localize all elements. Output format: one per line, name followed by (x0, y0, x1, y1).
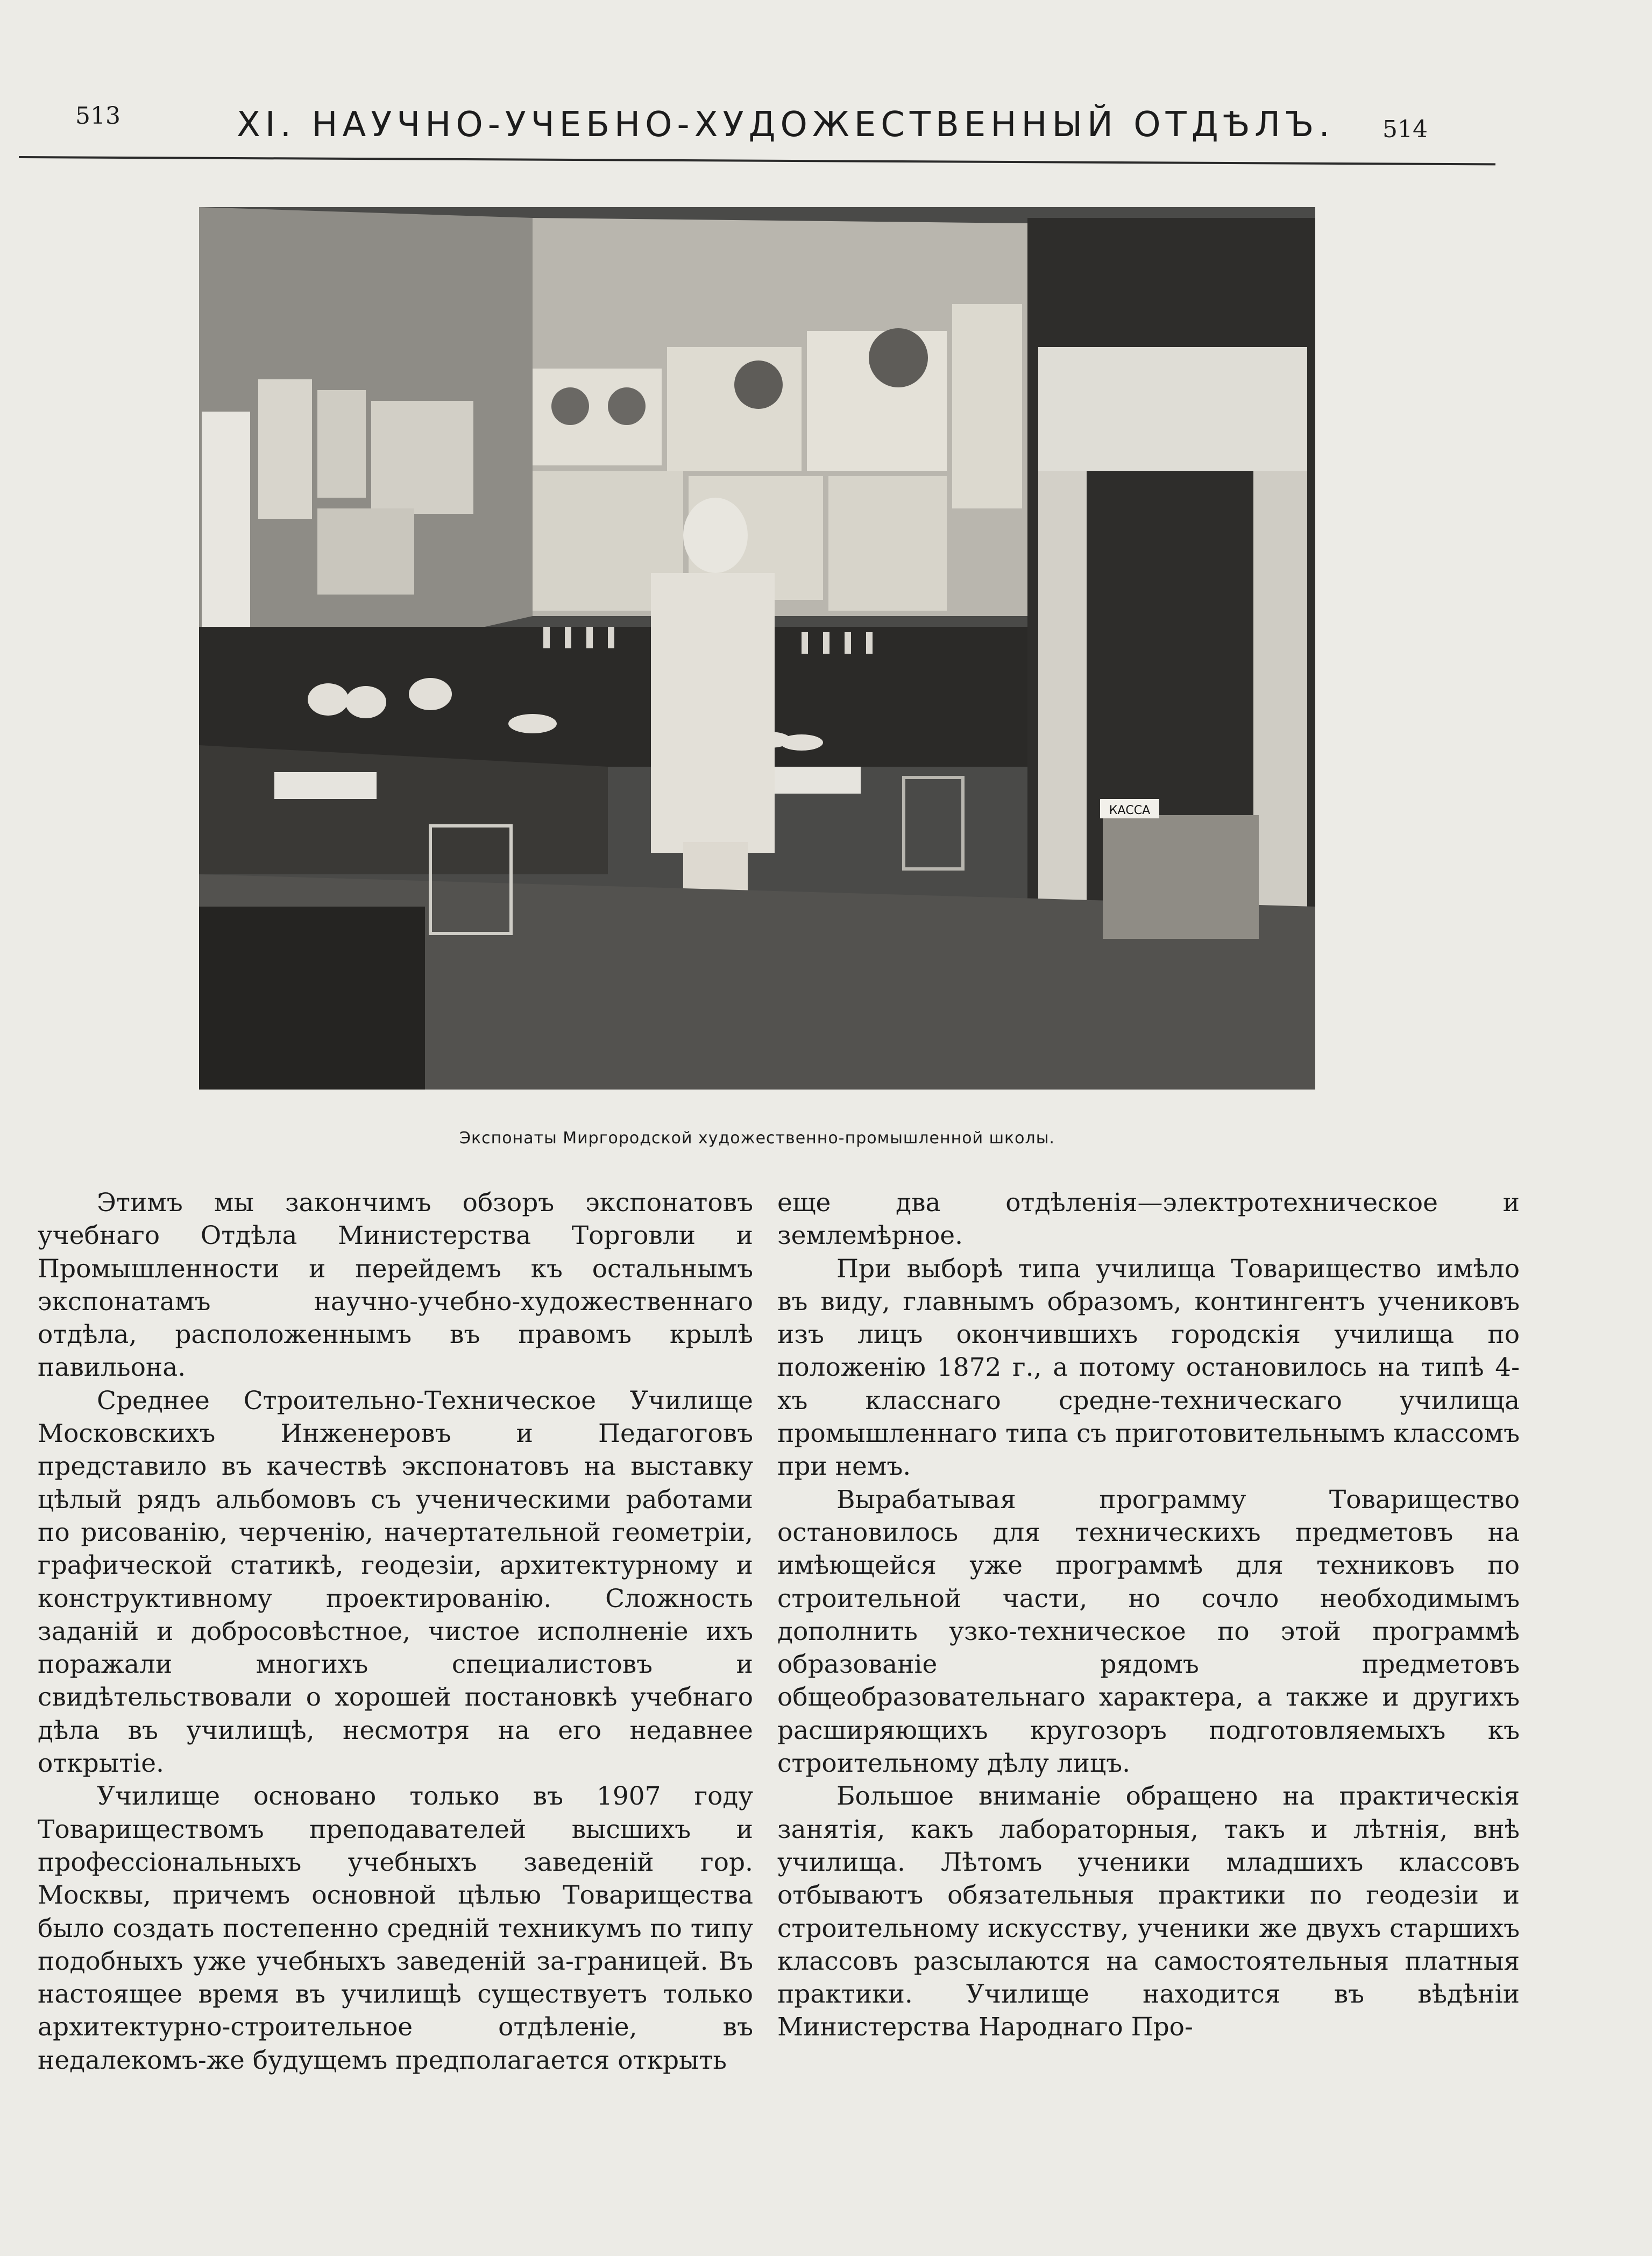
header-rule (19, 156, 1495, 165)
paragraph: Среднее Строительно-Техническое Училище Московскихъ Инженеровъ и Педагоговъ представило въ качествѣ экспонатовъ на выставку цѣлый рядъ альбомовъ съ ученическими работами по рисованію, черченію, начертательной геометріи, графической статикѣ, геодезіи, архитектурному и конструктивному проектированію. Сложность заданій и добросовѣстное, чистое исполненіе ихъ поражали многихъ специалистовъ и свидѣтельствовали о хорошей постановкѣ учебнаго дѣла въ училищѣ, несмотря на его недавнее открытіе. (38, 1385, 753, 1779)
exhibition-photograph (199, 207, 1315, 1090)
paragraph: Большое вниманіе обращено на практическія занятія, какъ лабораторныя, такъ и лѣтнія, внѣ училища. Лѣтомъ ученики младшихъ классовъ отбываютъ обязательныя практики по геодезіи и строительному искусству, ученики же двухъ старшихъ классовъ разсылаются на самостоятельныя платныя практики. Училище находится въ вѣдѣніи Министерства Народнаго Про- (777, 1781, 1520, 2042)
figure-caption: Экспонаты Миргородской художественно-промышленной школы. (459, 1129, 1055, 1148)
page-number-right: 514 (1382, 116, 1428, 143)
running-title: XI. НАУЧНО-УЧЕБНО-ХУДОЖЕСТВЕННЫЙ ОТДѢЛЪ. (237, 105, 1335, 145)
cashier-sign: КАССА (1109, 804, 1151, 817)
paragraph: Вырабатывая программу Товарищество остановилось для техническихъ предметовъ на имѣющейся уже программѣ для техниковъ по строительной части, но сочло необходимымъ дополнить узко-техническое по этой программѣ образованіе рядомъ предметовъ общеобразовательнаго характера, а также и другихъ расширяющихъ кругозоръ подготовляемыхъ къ строительному дѣлу лицъ. (777, 1484, 1520, 1779)
paragraph: Училище основано только въ 1907 году Товариществомъ преподавателей высшихъ и профессіональныхъ учебныхъ заведеній гор. Москвы, причемъ основной цѣлью Товарищества было создать постепенно средній техникумъ по типу подобныхъ уже учебныхъ заведеній за-границей. Въ настоящее время въ училищѣ существуетъ только архитектурно-строительное отдѣленіе, въ недалекомъ-же будущемъ предполагается открыть (38, 1781, 753, 2075)
text-column-right (777, 1186, 1520, 2044)
page-number-left: 513 (75, 102, 120, 130)
text-column-left (38, 1186, 753, 2077)
paragraph: Этимъ мы закончимъ обзоръ экспонатовъ учебнаго Отдѣла Министерства Торговли и Промышленности и перейдемъ къ остальнымъ экспонатамъ научно-учебно-художественнаго отдѣла, расположеннымъ въ правомъ крылѣ павильона. (38, 1188, 753, 1383)
paragraph: При выборѣ типа училища Товарищество имѣло въ виду, главнымъ образомъ, контингентъ учениковъ изъ лицъ окончившихъ городскія училища по положенію 1872 г., а потому остановилось на типѣ 4-хъ класснаго средне-техническаго училища промышленнаго типа съ приготовительнымъ классомъ при немъ. (777, 1254, 1520, 1482)
paragraph-continuation: еще два отдѣленія—электротехническое и землемѣрное. (777, 1188, 1520, 1251)
photo-illustration (199, 207, 1315, 1090)
